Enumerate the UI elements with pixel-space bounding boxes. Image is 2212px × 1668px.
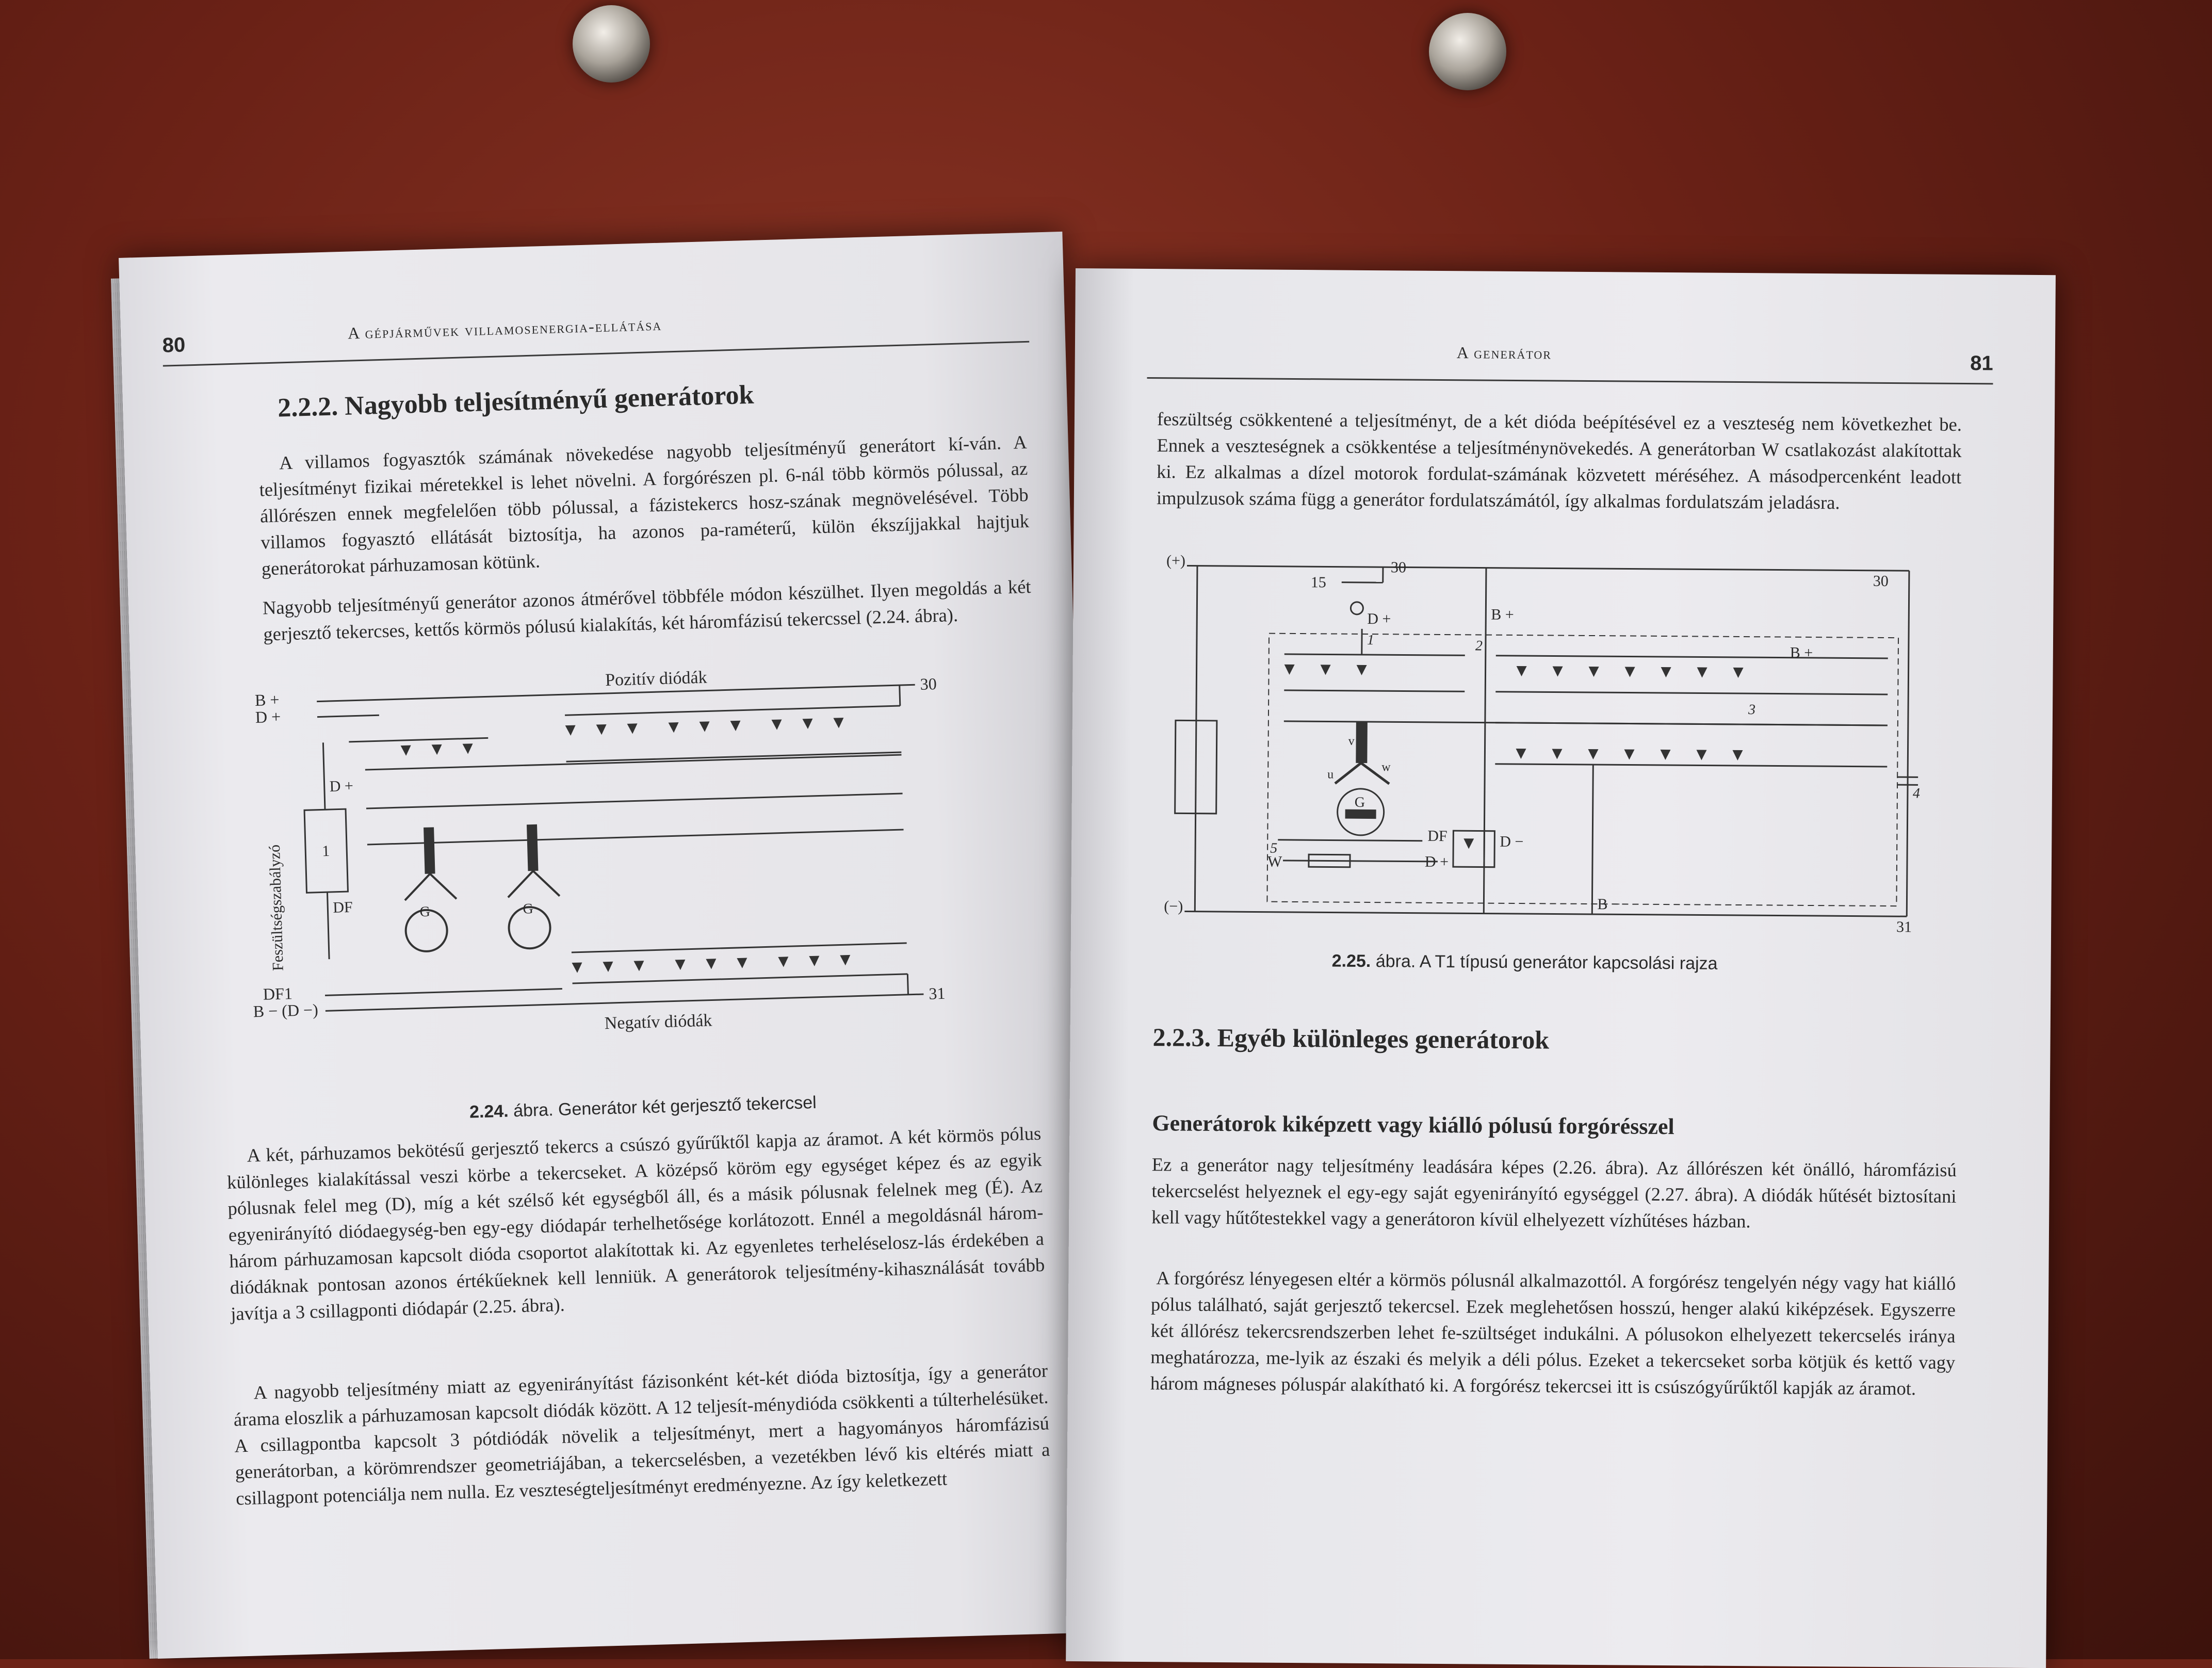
fig24-label-one: 1 — [322, 843, 330, 860]
caption-2-24-number: 2.24. — [469, 1102, 509, 1122]
fig25-label-plus: (+) — [1166, 552, 1185, 569]
fig25-label-u: u — [1327, 768, 1333, 781]
caption-2-24-text: ábra. Generátor két gerjesztő tekercsel — [513, 1093, 817, 1121]
subsection-title: Generátorok kiképzett vagy kiálló pólusú forgórésszel — [1152, 1110, 1674, 1140]
left-page — [119, 232, 1101, 1659]
fig24-label-negative-diodes: Negatív diódák — [604, 1011, 712, 1033]
left-screw — [573, 5, 650, 83]
figure-2-24-caption — [411, 1091, 875, 1124]
right-page-number: 81 — [1970, 352, 1993, 375]
fig25-label-1: 1 — [1367, 632, 1374, 648]
figure-2-25-schematic — [1153, 550, 1961, 948]
section-title-2-2-3: 2.2.3. Egyéb különleges generátorok — [1152, 1022, 1549, 1055]
fig25-label-d-plus-top: D + — [1367, 610, 1391, 627]
fig24-label-positive-diodes: Pozitív diódák — [605, 668, 707, 689]
fig25-label-3: 3 — [1748, 702, 1755, 718]
fig25-label-d-plus: D + — [1425, 853, 1449, 870]
section-title-2-2-2: 2.2.2. Nagyobb teljesítményű generátorok — [277, 380, 754, 424]
fig25-label-30b: 30 — [1873, 573, 1889, 590]
figure-2-24-schematic — [244, 660, 1060, 1085]
right-paragraph-3: A forgórész lényegesen eltér a körmös pólusnál alkalmazottól. A forgórész tengelyén négy vagy hat kiálló pólus található, saját gerjesztő tekercsel. Ezek meglehetősen hosszú, henger alakú kiképzések. Egyszerre két állórész tekercsrendszerben lehet fe-szültséget indukálni. A pólusokon elhelyezett tekercselés iránya meghatározza, me-lyik az északi és melyik a déli pólus. Ezeket a tekercseket sorba kötjük és kettő vagy három mágneses póluspár alakítható ki. A forgórész tekercsei itt is csúszógyűrűktől kapják az áramot. — [1150, 1265, 1956, 1402]
fig24-label-30: 30 — [920, 674, 937, 693]
fig25-label-b-plus: B + — [1491, 606, 1514, 623]
fig24-label-g1: G — [419, 904, 430, 920]
fig24-label-b-minus: B − (D −) — [253, 1000, 318, 1021]
caption-2-25-text: ábra. A T1 típusú generátor kapcsolási rajza — [1376, 951, 1718, 974]
fig25-label-minus: (−) — [1164, 898, 1183, 915]
fig24-label-df: DF — [333, 899, 353, 916]
right-paragraph-2: Ez a generátor nagy teljesítmény leadására képes (2.26. ábra). Az állórészen két önálló, háromfázisú tekercselést helyeznek el egy-egy saját egyenirányító egységgel (2.27. ábra). A diódák hűtését biztosítani kell vagy hűtőtestekkel vagy a generátoron kívül elhelyezett vízhűtéses házban. — [1151, 1151, 1957, 1236]
fig24-label-31: 31 — [929, 984, 946, 1003]
left-page-number: 80 — [162, 333, 186, 357]
right-page-header — [1147, 336, 1994, 384]
fig24-label-d-plus: D + — [255, 707, 281, 726]
right-screw — [1429, 13, 1506, 90]
fig25-label-df: DF — [1427, 828, 1447, 845]
fig25-label-b-plus-inner: B + — [1790, 644, 1813, 661]
fig24-label-g2: G — [523, 901, 533, 917]
fig25-label-31: 31 — [1896, 918, 1912, 935]
fig25-label-30a: 30 — [1391, 559, 1406, 576]
fig24-label-df1: DF1 — [263, 984, 292, 1003]
fig25-label-g: G — [1355, 795, 1365, 811]
left-paragraph-4: A nagyobb teljesítmény miatt az egyenirányítást fázisonként két-két dióda biztosítja, így a generátor árama eloszlik a párhuzamosan kapcsolt diódák között. A 12 teljesít-ménydióda csökkenti a túlterhelésüket. A csillagpontba kapcsolt 3 pótdiódák növelik a teljesítményt, mert a hagyományos háromfázisú generátorban, a körömrendszer geometriájában, a tekercselésben, a vezetékben lévő kis eltérés miatt a csillagpont potenciálja nem nulla. Ez veszteségteljesítményt eredményezne. Az így keletkezett — [233, 1357, 1051, 1512]
fig25-label-d-minus: D − — [1500, 833, 1523, 850]
fig25-label-b-minus: B − — [1597, 896, 1620, 913]
fig25-label-4: 4 — [1913, 785, 1920, 801]
figure-2-25-caption — [1267, 951, 1783, 975]
fig25-label-v: v — [1348, 735, 1355, 748]
fig24-label-b-plus: B + — [255, 690, 280, 709]
fig25-label-w: W — [1267, 853, 1282, 870]
fig25-label-5: 5 — [1270, 840, 1277, 856]
left-paragraph-2: Nagyobb teljesítményű generátor azonos átmérővel többféle módon készülhet. Ilyen megoldás a két gerjesztő tekercses, kettős körmös pólusú kialakítás, két háromfázisú tekercssel (2.24. ábra). — [262, 573, 1032, 647]
left-paragraph-3: A két, párhuzamos bekötésű gerjesztő tekercs a csúszó gyűrűktől kapja az áramot. A két körmös pólus különleges kialakítással veszi körbe a tekercseket. A középső köröm egy egységet képez és az egyik pólusnak felel meg (D), míg a két szélső két egységből áll, és a másik pólusnak felelnek meg (É). Az egyenirányító diódaegység-ben egy-egy diódapár terhelhetősége korlátozott. Ennél a megoldásnál három-három párhuzamosan kapcsolt dióda csoportot alakítottak ki. Az egyenletes terheléselosz-lás érdekében a diódáknak pontosan azonos értékűeknek kell lenniük. A generátorok teljesítmény-kihasználását tovább javítja a 3 csillagponti diódapár (2.25. ábra). — [226, 1120, 1046, 1327]
fig24-label-regulator: Feszültségszabályzó — [266, 845, 287, 971]
right-page — [1066, 268, 2056, 1668]
left-running-head: A gépjárművek villamosenergia-ellátása — [348, 315, 662, 343]
right-running-head: A generátor — [1457, 343, 1552, 363]
left-paragraph-1: A villamos fogyasztók számának növekedése nagyobb teljesítményű generátort kí-ván. A teljesítményt fizikai méretekkel is lehet növelni. A forgórészen pl. 6-nál több körmös pólussal, az állórészen ennek megfelelően több pólussal, a fázistekercs hosz-szának megnövelésével. Több villamos fogyasztó ellátását biztosítja, ha azonos pa-raméterű, külön ékszíjjakkal hajtjuk generátorokat párhuzamosan kötünk. — [258, 429, 1031, 582]
fig25-label-15: 15 — [1311, 574, 1326, 591]
fig24-label-d-plus-inner: D + — [329, 778, 353, 795]
caption-2-25-number: 2.25. — [1332, 951, 1371, 971]
fig25-label-wphase: w — [1381, 760, 1391, 774]
fig25-label-2: 2 — [1475, 638, 1483, 654]
left-page-header — [162, 300, 1030, 367]
right-paragraph-1: feszültség csökkentené a teljesítményt, de a két dióda beépítésével ez a veszteség nem következhet be. Ennek a veszteségnek a csökkentése a teljesítménynövekedés. A generátorban W csatlakozást alakítottak ki. Ez alkalmas a dízel motorok fordulat-számának közvetett méréséhez. A másodpercenként leadott impulzusok száma függ a generátor fordulatszámától, így alkalmas fordulatszám jeladásra. — [1157, 406, 1962, 516]
